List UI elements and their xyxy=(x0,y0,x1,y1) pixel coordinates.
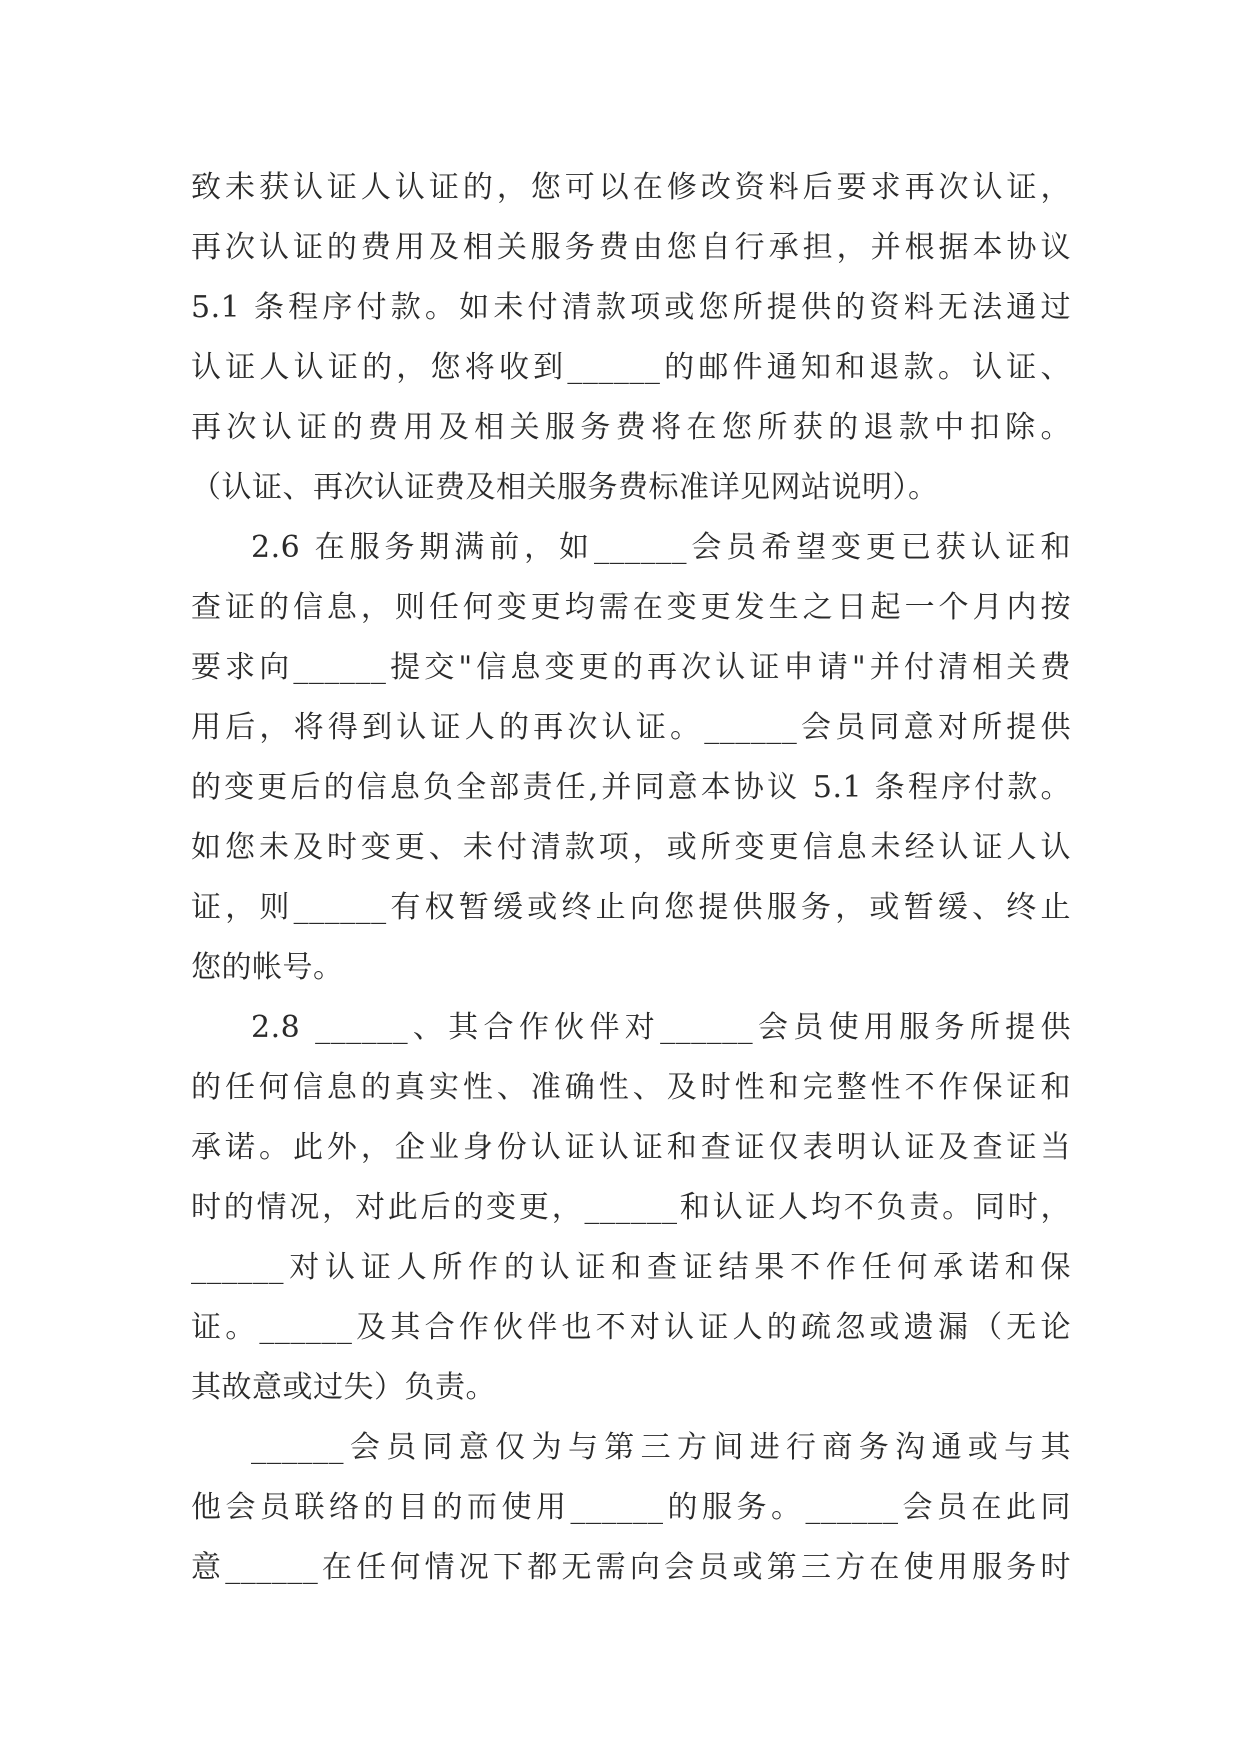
text-line: 5.1 条程序付款。如未付清款项或您所提供的资料无法通过 xyxy=(191,290,1071,325)
text-line: 的变更后的信息负全部责任,并同意本协议 5.1 条程序付款。 xyxy=(191,770,1071,805)
text-line: 证，则______有权暂缓或终止向您提供服务，或暂缓、终止 xyxy=(191,890,1071,925)
text-line: 如您未及时变更、未付清款项，或所变更信息未经认证人认 xyxy=(191,830,1071,865)
text-line: 承诺。此外，企业身份认证认证和查证仅表明认证及查证当 xyxy=(191,1130,1071,1165)
text-line: 证。______及其合作伙伴也不对认证人的疏忽或遗漏（无论 xyxy=(191,1310,1071,1345)
paragraph-clause-2-6 xyxy=(191,518,1071,998)
text-line: （认证、再次认证费及相关服务费标准详见网站说明）。 xyxy=(191,470,939,505)
text-line: 时的情况，对此后的变更，______和认证人均不负责。同时， xyxy=(191,1190,1071,1225)
text-line: 要求向______提交"信息变更的再次认证申请"并付清相关费 xyxy=(191,650,1071,685)
text-line: 再次认证的费用及相关服务费将在您所获的退款中扣除。 xyxy=(191,410,1071,445)
text-line: 2.8 ______、其合作伙伴对______会员使用服务所提供 xyxy=(251,1010,1071,1045)
document-body xyxy=(191,158,1071,1598)
paragraph-clause-2-8 xyxy=(191,998,1071,1418)
text-line: 他会员联络的目的而使用______的服务。______会员在此同 xyxy=(191,1490,1071,1525)
text-line: 2.6 在服务期满前，如______会员希望变更已获认证和 xyxy=(251,530,1071,565)
text-line: 意______在任何情况下都无需向会员或第三方在使用服务时 xyxy=(191,1550,1071,1585)
text-line: ______会员同意仅为与第三方间进行商务沟通或与其 xyxy=(251,1430,1071,1465)
text-line: 再次认证的费用及相关服务费由您自行承担，并根据本协议 xyxy=(191,230,1071,265)
text-line: 查证的信息，则任何变更均需在变更发生之日起一个月内按 xyxy=(191,590,1071,625)
paragraph-continuation xyxy=(191,158,1071,518)
text-line: 认证人认证的，您将收到______的邮件通知和退款。认证、 xyxy=(191,350,1071,385)
paragraph-member-usage xyxy=(191,1418,1071,1598)
text-line: 其故意或过失）负责。 xyxy=(191,1370,496,1405)
text-line: 您的帐号。 xyxy=(191,950,344,985)
text-line: 的任何信息的真实性、准确性、及时性和完整性不作保证和 xyxy=(191,1070,1071,1105)
text-line: 用后，将得到认证人的再次认证。______会员同意对所提供 xyxy=(191,710,1071,745)
text-line: ______对认证人所作的认证和查证结果不作任何承诺和保 xyxy=(191,1250,1071,1285)
text-line: 致未获认证人认证的，您可以在修改资料后要求再次认证， xyxy=(191,170,1071,205)
